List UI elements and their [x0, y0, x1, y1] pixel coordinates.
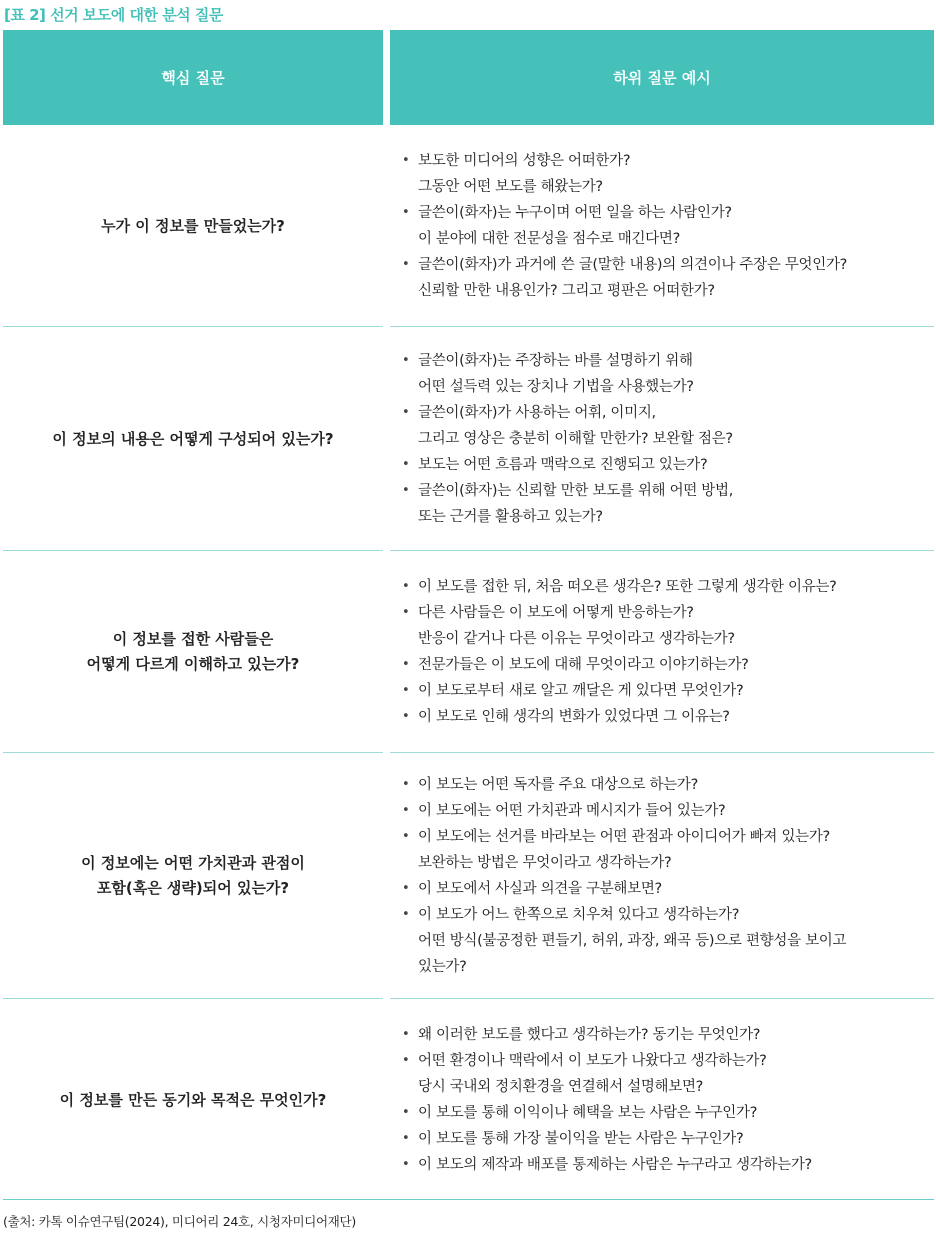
table-caption: [표 2] 선거 보도에 대한 분석 질문	[4, 6, 223, 24]
sub-question-item	[402, 876, 934, 902]
sub-question-line: • 어떤 환경이나 맥락에서 이 보도가 나왔다고 생각하는가?	[418, 1053, 767, 1069]
sub-question-item	[402, 678, 934, 704]
sub-question-item	[402, 348, 934, 400]
sub-question-item	[402, 1126, 934, 1152]
sub-question-line: • 이 보도를 통해 이익이나 혜택을 보는 사람은 누구인가?	[418, 1105, 758, 1121]
sub-question-line: 그동안 어떤 보도를 해왔는가?	[418, 179, 603, 195]
sub-question-item	[402, 704, 934, 730]
sub-question-cell	[390, 999, 934, 1201]
sub-question-line: • 이 보도를 접한 뒤, 처음 떠오른 생각은? 또한 그렇게 생각한 이유는?	[418, 579, 837, 595]
core-question	[3, 999, 383, 1201]
sub-question-line: • 이 보도가 어느 한쪽으로 치우쳐 있다고 생각하는가?	[418, 907, 740, 923]
sub-question-item	[402, 574, 934, 600]
table-row	[3, 999, 934, 1201]
core-question-line: 이 정보를 접한 사람들은	[112, 630, 274, 648]
sub-question-item	[402, 652, 934, 678]
sub-question-line: 당시 국내외 정치환경을 연결해서 설명해보면?	[418, 1079, 704, 1095]
core-question-line: 이 정보를 만든 동기와 목적은 무엇인가?	[59, 1090, 327, 1109]
sub-question-line: • 전문가들은 이 보도에 대해 무엇이라고 이야기하는가?	[418, 657, 749, 673]
table-row	[3, 753, 934, 999]
sub-question-item	[402, 1100, 934, 1126]
core-question-line: 이 정보에는 어떤 가치관과 관점이	[81, 854, 305, 872]
sub-question-line: • 이 보도에서 사실과 의견을 구분해보면?	[418, 881, 662, 897]
sub-question-list	[402, 1022, 934, 1178]
analysis-question-table	[3, 30, 934, 1201]
sub-question-line: • 글쓴이(화자)는 신뢰할 만한 보도를 위해 어떤 방법,	[418, 483, 734, 499]
source-note: (출처: 카톡 이슈연구팀(2024), 미디어리 24호, 시청자미디어재단)	[3, 1214, 356, 1229]
sub-question-line: • 글쓴이(화자)는 주장하는 바를 설명하기 위해	[418, 353, 693, 369]
core-question	[3, 125, 383, 327]
sub-question-item	[402, 600, 934, 652]
sub-question-line: • 이 보도로 인해 생각의 변화가 있었다면 그 이유는?	[418, 709, 730, 725]
table-header	[3, 30, 934, 125]
sub-question-line: • 이 보도의 제작과 배포를 통제하는 사람은 누구라고 생각하는가?	[418, 1157, 812, 1173]
sub-question-item	[402, 478, 934, 530]
sub-question-line: • 이 보도에는 선거를 바라보는 어떤 관점과 아이디어가 빠져 있는가?	[418, 829, 830, 845]
sub-question-line: • 보도한 미디어의 성향은 어떠한가?	[418, 153, 631, 169]
table-body	[3, 125, 934, 1201]
sub-question-line: • 다른 사람들은 이 보도에 어떻게 반응하는가?	[418, 605, 694, 621]
sub-question-line: 또는 근거를 활용하고 있는가?	[418, 509, 603, 525]
sub-question-cell	[390, 753, 934, 999]
sub-question-line: • 이 보도는 어떤 독자를 주요 대상으로 하는가?	[418, 777, 698, 793]
core-question-line: 포함(혹은 생략)되어 있는가?	[96, 879, 290, 897]
core-question	[3, 327, 383, 551]
core-question-line: 누가 이 정보를 만들었는가?	[101, 216, 285, 235]
sub-question-line: • 보도는 어떤 흐름과 맥락으로 진행되고 있는가?	[418, 457, 708, 473]
sub-question-item	[402, 452, 934, 478]
core-question	[3, 551, 383, 753]
header-sub-question-examples: 하위 질문 예시	[390, 30, 934, 125]
sub-question-item	[402, 148, 934, 200]
sub-question-line: 반응이 같거나 다른 이유는 무엇이라고 생각하는가?	[418, 631, 735, 647]
sub-question-line: 있는가?	[418, 959, 467, 975]
sub-question-line: • 이 보도로부터 새로 알고 깨달은 게 있다면 무엇인가?	[418, 683, 744, 699]
table-row	[3, 551, 934, 753]
sub-question-line: • 글쓴이(화자)가 사용하는 어휘, 이미지,	[418, 405, 656, 421]
sub-question-line: 어떤 설득력 있는 장치나 기법을 사용했는가?	[418, 379, 694, 395]
sub-question-line: • 글쓴이(화자)는 누구이며 어떤 일을 하는 사람인가?	[418, 205, 732, 221]
sub-question-line: • 글쓴이(화자)가 과거에 쓴 글(말한 내용)의 의견이나 주장은 무엇인가?	[418, 257, 848, 273]
sub-question-line: 그리고 영상은 충분히 이해할 만한가? 보완할 점은?	[418, 431, 733, 447]
sub-question-item	[402, 1152, 934, 1178]
sub-question-list	[402, 574, 934, 730]
sub-question-line: 보완하는 방법은 무엇이라고 생각하는가?	[418, 855, 672, 871]
sub-question-cell	[390, 125, 934, 327]
sub-question-cell	[390, 551, 934, 753]
sub-question-item	[402, 400, 934, 452]
sub-question-item	[402, 902, 934, 980]
sub-question-list	[402, 348, 934, 530]
header-core-question: 핵심 질문	[3, 30, 383, 125]
sub-question-line: • 왜 이러한 보도를 했다고 생각하는가? 동기는 무엇인가?	[418, 1027, 761, 1043]
sub-question-item	[402, 798, 934, 824]
core-question-line: 이 정보의 내용은 어떻게 구성되어 있는가?	[52, 429, 334, 448]
footer-divider	[3, 1199, 934, 1200]
sub-question-line: 어떤 방식(불공정한 편들기, 허위, 과장, 왜곡 등)으로 편향성을 보이고	[418, 933, 847, 949]
table-row	[3, 327, 934, 551]
sub-question-item	[402, 772, 934, 798]
sub-question-item	[402, 200, 934, 252]
sub-question-cell	[390, 327, 934, 551]
sub-question-item	[402, 1048, 934, 1100]
sub-question-item	[402, 824, 934, 876]
core-question	[3, 753, 383, 999]
sub-question-item	[402, 252, 934, 304]
sub-question-item	[402, 1022, 934, 1048]
table-row	[3, 125, 934, 327]
core-question-line: 어떻게 다르게 이해하고 있는가?	[86, 655, 300, 673]
sub-question-line: 이 분야에 대한 전문성을 점수로 매긴다면?	[418, 231, 680, 247]
sub-question-list	[402, 772, 934, 980]
sub-question-line: • 이 보도에는 어떤 가치관과 메시지가 들어 있는가?	[418, 803, 726, 819]
sub-question-line: 신뢰할 만한 내용인가? 그리고 평판은 어떠한가?	[418, 283, 715, 299]
sub-question-list	[402, 148, 934, 304]
sub-question-line: • 이 보도를 통해 가장 불이익을 받는 사람은 누구인가?	[418, 1131, 744, 1147]
